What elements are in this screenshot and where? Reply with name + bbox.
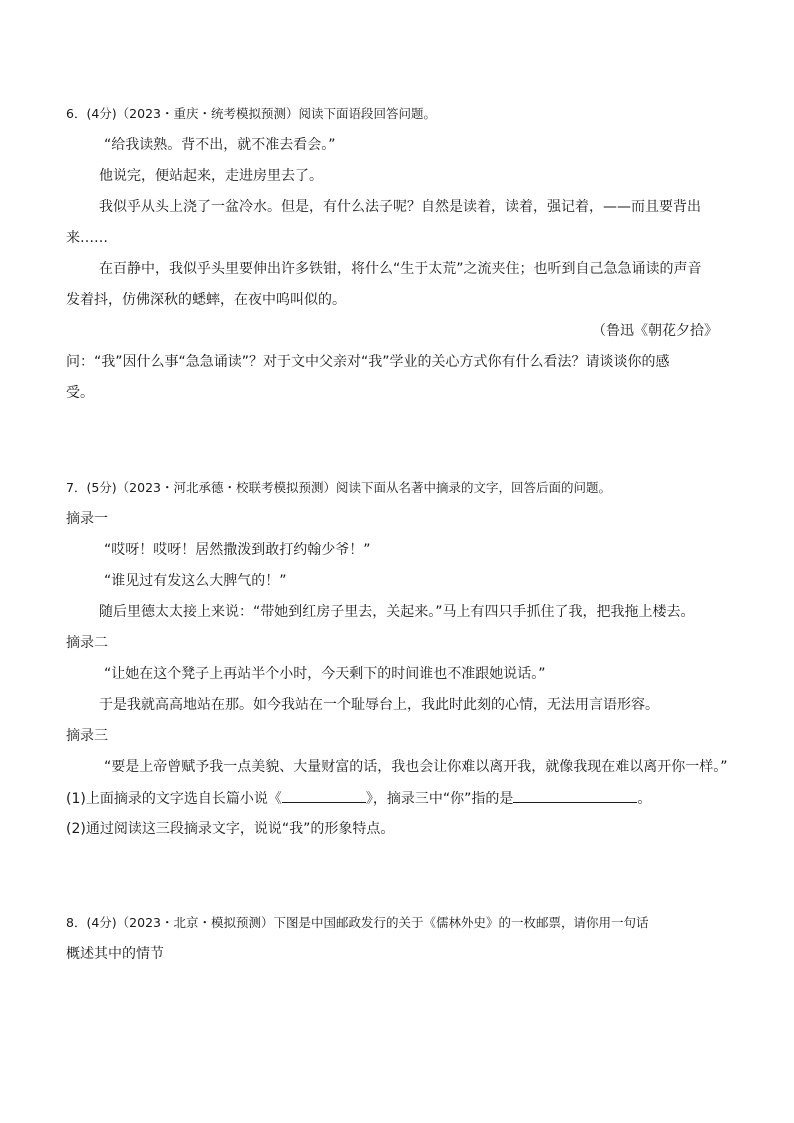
q6-paragraph-3-line-1: 我似乎从头上浇了一盆冷水。但是，有什么法子呢？自然是读着，读着，强记着，——而且要背出 — [99, 199, 701, 215]
q7-excerpt-1-title: 摘录一 — [66, 511, 108, 527]
q6-source: （鲁迅《朝花夕拾》 — [592, 323, 718, 339]
q7-subquestion-2: (2)通过阅读这三段摘录文字，说说“我”的形象特点。 — [66, 821, 395, 837]
q7-excerpt-1-line-1: “哎呀！哎呀！居然撒泼到敢打约翰少爷！” — [104, 542, 371, 558]
q7-sub1-suffix: 。 — [637, 791, 652, 807]
q7-excerpt-2-line-2: 于是我就高高地站在那。如今我站在一个耻辱台上，我此时此刻的心情，无法用言语形容。 — [99, 697, 659, 713]
q6-header: 6．(4分)（2023・重庆・统考模拟预测）阅读下面语段回答问题。 — [66, 106, 436, 121]
q7-subquestion-1 — [66, 788, 651, 809]
q7-excerpt-2-line-1: “让她在这个凳子上再站半个小时，今天剩下的时间谁也不准跟她说话。” — [104, 666, 546, 682]
q7-excerpt-1-line-3: 随后里德太太接上来说：“带她到红房子里去，关起来。”马上有四只手抓住了我，把我拖上楼去。 — [99, 604, 695, 620]
q7-excerpt-2-title: 摘录二 — [66, 635, 108, 651]
q6-paragraph-2: 他说完，便站起来，走进房里去了。 — [99, 168, 323, 184]
q7-excerpt-1-line-2: “谁见过有发这么大脾气的！” — [104, 573, 287, 589]
q7-sub1-middle: 》，摘录三中“你”指的是 — [365, 791, 514, 807]
q6-paragraph-4-line-2: 发着抖，仿佛深秋的蟋蟀，在夜中呜叫似的。 — [66, 292, 346, 308]
q6-paragraph-3-line-2: 来…… — [66, 230, 108, 246]
q6-paragraph-4-line-1: 在百静中，我似乎头里要伸出许多铁钳，将什么“生于太荒”之流夹住；也听到自己急急诵读的声音 — [99, 261, 702, 277]
q7-excerpt-3-line-1: “要是上帝曾赋予我一点美貌、大量财富的话，我也会让你难以离开我，就像我现在难以离开你一样。” — [104, 759, 728, 775]
q6-paragraph-1: “给我读熟。背不出，就不准去看会。” — [104, 137, 336, 153]
q7-novel-title-blank[interactable] — [282, 788, 366, 803]
q7-sub1-prefix: (1)上面摘录的文字选自长篇小说《 — [66, 791, 282, 807]
q7-you-refers-blank[interactable] — [513, 788, 637, 803]
q6-question-line-2: 受。 — [66, 385, 94, 401]
q8-line-2: 概述其中的情节 — [66, 946, 164, 962]
q7-header: 7．(5分)（2023・河北承德・校联考模拟预测）阅读下面从名著中摘录的文字，回答后面的问题。 — [66, 480, 611, 495]
q7-excerpt-3-title: 摘录三 — [66, 728, 108, 744]
q6-question-line-1: 问：“我”因什么事“急急诵读”？对于文中父亲对“我”学业的关心方式你有什么看法？请谈谈你的感 — [66, 354, 670, 370]
q8-header: 8．(4分)（2023・北京・模拟预测）下图是中国邮政发行的关于《儒林外史》的一枚邮票，请你用一句话 — [66, 915, 649, 930]
